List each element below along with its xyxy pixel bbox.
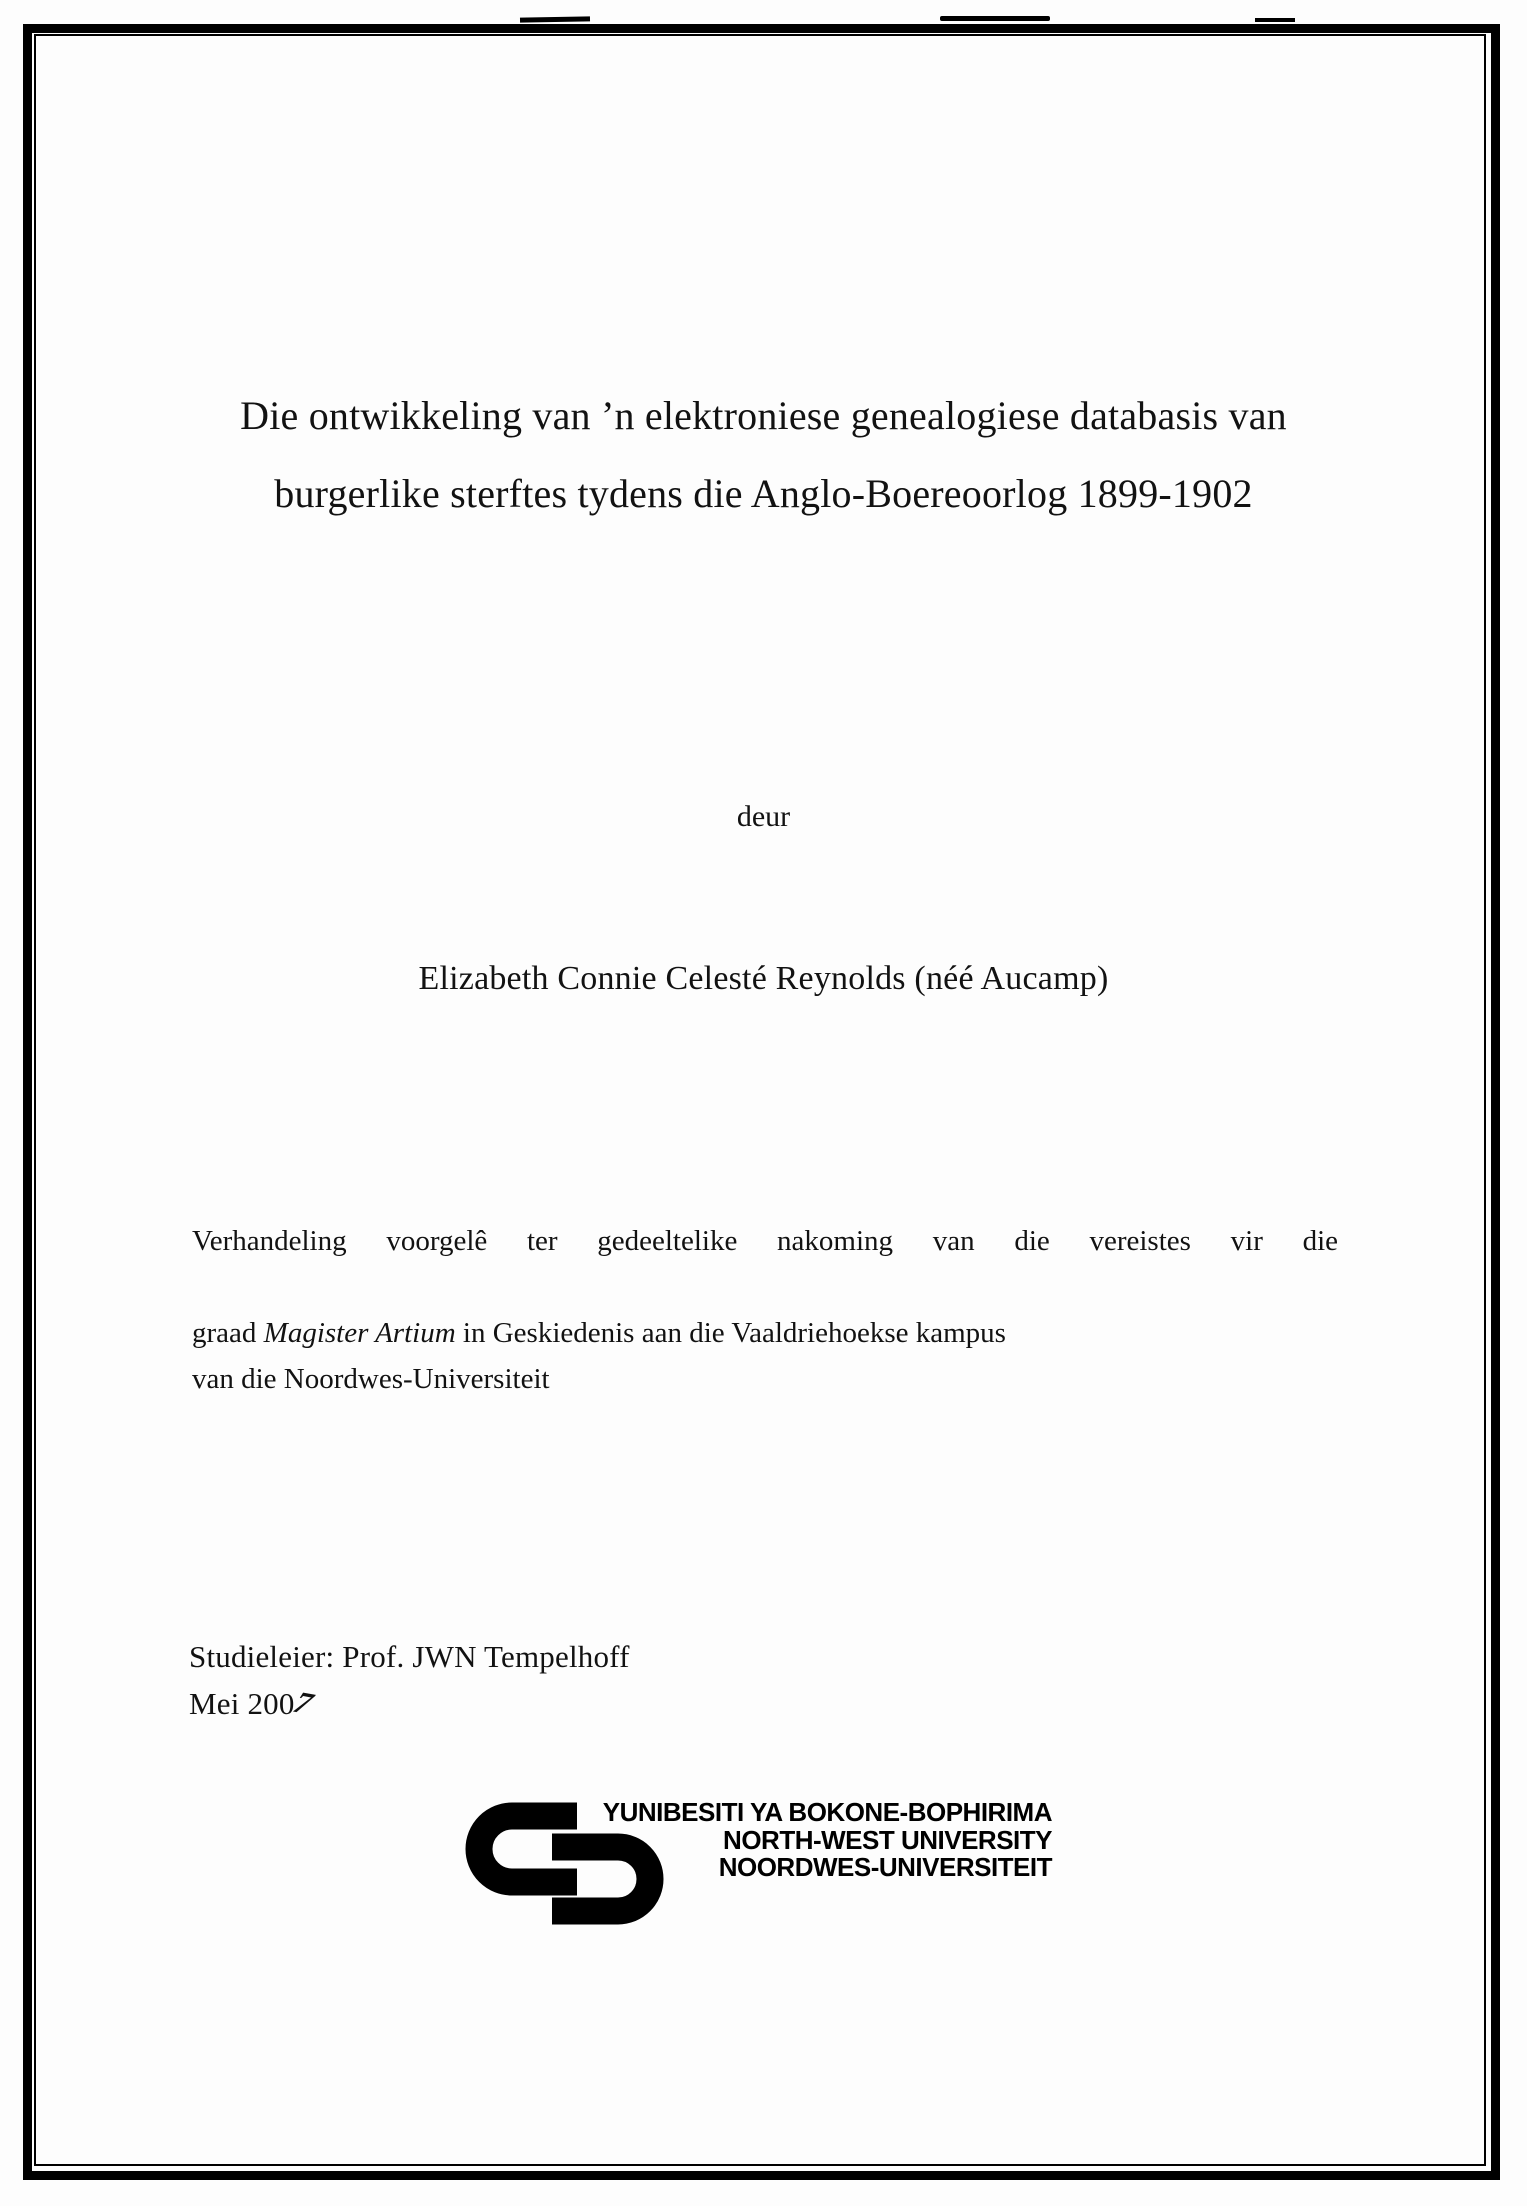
date-prefix: Mei 200 <box>189 1686 295 1721</box>
degree-line-1: Verhandeling voorgelê ter gedeeltelike nakoming van die vereistes vir die <box>192 1225 1338 1257</box>
degree-line-2 <box>192 1310 1338 1356</box>
thesis-title <box>60 377 1467 533</box>
scan-artifact <box>520 16 590 22</box>
date-last-digit: 7 <box>285 1685 321 1720</box>
degree-line-2-post: in Geskiedenis aan die Vaaldriehoekse kampus <box>455 1317 1006 1349</box>
degree-line-2-pre: graad <box>192 1317 264 1349</box>
byline-deur: deur <box>736 800 791 833</box>
logo-line-setswana: YUNIBESITI YA BOKONE-BOPHIRIMA <box>602 1797 1052 1827</box>
scan-artifact <box>940 16 1050 21</box>
title-line-1: Die ontwikkeling van ’n elektroniese genealogiese databasis van <box>240 393 1287 438</box>
logo-text-block <box>582 1799 1052 1882</box>
degree-statement <box>192 1218 1338 1402</box>
supervisor-line: Studieleier: Prof. JWN Tempelhoff <box>189 1639 630 1674</box>
logo-line-afrikaans: NOORDWES-UNIVERSITEIT <box>718 1852 1052 1882</box>
degree-line-3: van die Noordwes-Universiteit <box>192 1363 550 1395</box>
date-line <box>189 1685 321 1721</box>
university-logo <box>455 1795 1055 1945</box>
degree-title-italic: Magister Artium <box>263 1317 456 1349</box>
logo-line-english: NORTH-WEST UNIVERSITY <box>723 1824 1052 1855</box>
scan-artifact <box>1255 18 1295 22</box>
author-name: Elizabeth Connie Celesté Reynolds (néé Aucamp) <box>418 960 1109 997</box>
title-line-2: burgerlike sterftes tydens die Anglo-Boereoorlog 1899-1902 <box>274 471 1253 516</box>
